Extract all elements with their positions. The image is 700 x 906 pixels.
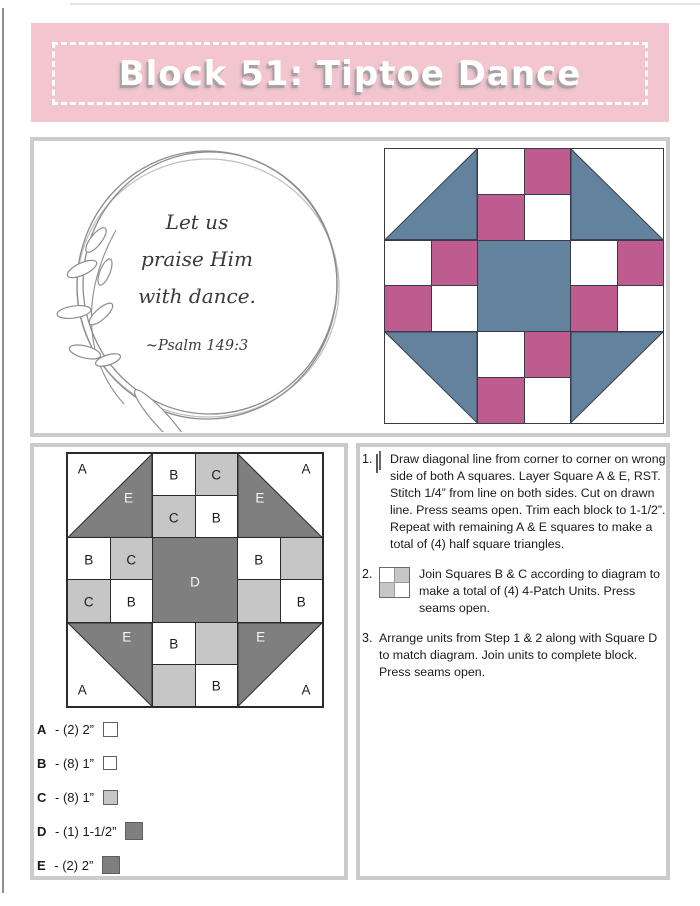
quilt-cell [238, 623, 322, 706]
piece-label: E [256, 629, 266, 645]
piece-letter: B [37, 755, 47, 771]
instruction-step [362, 630, 668, 681]
quilt-cell [571, 332, 663, 423]
piece-label: D [190, 573, 200, 589]
quilt-cell [68, 623, 152, 706]
piece-label: E [123, 490, 133, 506]
piece-swatch [102, 856, 120, 874]
piece-letter: C [37, 789, 47, 805]
legend-item [37, 780, 143, 814]
step-number: 1. [362, 452, 373, 466]
four-patch-square [478, 378, 524, 423]
four-patch-square [281, 580, 323, 621]
piece-cut-info: - (2) 2” [51, 721, 95, 737]
piece-label: B [126, 594, 136, 610]
four-patch-square [153, 496, 195, 537]
cutting-legend [37, 712, 143, 882]
piece-label: C [83, 594, 94, 610]
four-patch-square [196, 454, 238, 495]
four-patch-square [196, 623, 238, 664]
four-patch-square [380, 568, 394, 582]
step-text: Join Squares B & C according to diagram to make a total of (4) 4-Patch Units. Press seams open. [419, 567, 661, 615]
piece-letter: A [37, 721, 47, 737]
page-title: Block 51: Tiptoe Dance [118, 53, 582, 94]
piece-swatch [103, 722, 118, 737]
piece-label: A [301, 461, 311, 477]
scan-artifact-line [70, 3, 700, 5]
four-patch-square [153, 623, 195, 664]
legend-item [37, 746, 143, 780]
four-patch-square [385, 241, 431, 286]
four-patch-square [68, 538, 110, 579]
verse-line: praise Him [141, 247, 253, 271]
quilt-cell [238, 454, 322, 537]
half-square-triangle [571, 149, 663, 240]
title-banner [31, 23, 669, 122]
piece-swatch [103, 790, 118, 805]
half-square-triangle [385, 332, 477, 423]
four-patch-square [571, 241, 617, 286]
instructions-list [356, 443, 670, 694]
four-patch-square [395, 568, 409, 582]
step-text: Draw diagonal line from corner to corner on wrong side of both A squares. Layer Square A & E, RST. Stitch 1/4” from line on both sides. Cut on drawn line. Press seams open. Trim each block to 1-1/2”. Repeat with remaining A & E squares to make a total of (4) half square triangles. [390, 452, 666, 551]
four-patch-square [618, 286, 664, 331]
four-patch-square [385, 286, 431, 331]
quilt-cell [385, 241, 477, 332]
piece-cut-info: - (1) 1-1/2” [51, 823, 117, 839]
piece-letter: E [37, 857, 46, 873]
quilt-cell [238, 538, 322, 621]
verse-line: with dance. [138, 284, 256, 308]
verse-line: Let us [165, 210, 229, 234]
four-patch-square [111, 580, 153, 621]
quilt-cell [153, 454, 237, 537]
piece-label: E [122, 629, 132, 645]
legend-item [37, 848, 143, 882]
banner-dashed-border [52, 42, 648, 105]
quilt-cell [571, 241, 663, 332]
quilt-cell [478, 332, 570, 423]
diagonal-stitch-icon [379, 451, 381, 470]
four-patch-square [432, 286, 478, 331]
four-patch-square [478, 149, 524, 194]
four-patch-square [525, 195, 571, 240]
instruction-step [362, 566, 668, 617]
four-patch-square [525, 149, 571, 194]
four-patch-square [68, 580, 110, 621]
piece-label: C [211, 467, 222, 483]
quilt-block-diagram [66, 452, 324, 708]
piece-label: B [169, 636, 179, 652]
piece-label: B [211, 509, 221, 525]
quilt-cell [153, 623, 237, 706]
four-patch-icon [379, 567, 410, 598]
piece-label: A [77, 682, 87, 698]
diagonal-stitch-icon [379, 452, 381, 470]
four-patch-square [395, 583, 409, 597]
four-patch-square [525, 378, 571, 423]
quilt-cell [571, 149, 663, 240]
piece-label: C [168, 509, 179, 525]
verse-text [102, 204, 292, 354]
piece-label: B [169, 467, 179, 483]
wreath-illustration [44, 142, 349, 432]
four-patch-square [380, 583, 394, 597]
four-patch-square [525, 332, 571, 377]
four-patch-square [478, 332, 524, 377]
piece-cut-info: - (2) 2” [50, 857, 94, 873]
four-patch-square [281, 538, 323, 579]
piece-letter: D [37, 823, 47, 839]
four-patch-icon [379, 567, 410, 598]
half-square-triangle [571, 332, 663, 423]
piece-label: A [301, 682, 311, 698]
step-number: 2. [362, 567, 373, 581]
half-square-triangle [385, 149, 477, 240]
four-patch-square [196, 496, 238, 537]
step-text: Arrange units from Step 1 & 2 along with Square D to match diagram. Join units to complete block. Press seams open. [379, 631, 658, 679]
piece-label: B [296, 594, 306, 610]
piece-label: C [126, 551, 137, 567]
four-patch-square [196, 665, 238, 706]
instruction-step [362, 451, 668, 553]
quilt-cell [68, 454, 152, 537]
page-edge-line [2, 8, 4, 893]
piece-cut-info: - (8) 1” [51, 789, 95, 805]
four-patch-square [111, 538, 153, 579]
piece-label: E [255, 490, 265, 506]
piece-label: B [84, 551, 94, 567]
legend-item [37, 712, 143, 746]
step-number: 3. [362, 631, 373, 645]
four-patch-square [571, 286, 617, 331]
piece-cut-info: - (8) 1” [51, 755, 95, 771]
four-patch-square [153, 454, 195, 495]
four-patch-square [238, 580, 280, 621]
piece-swatch [103, 756, 117, 770]
piece-label: A [77, 461, 87, 477]
four-patch-square [432, 241, 478, 286]
quilt-block-preview [384, 148, 664, 424]
quilt-cell [385, 332, 477, 423]
quilt-cell [68, 538, 152, 621]
piece-label: B [254, 551, 264, 567]
four-patch-square [478, 195, 524, 240]
piece-label: B [211, 678, 221, 694]
verse-reference: ~Psalm 149:3 [145, 338, 249, 354]
quilt-cell [385, 149, 477, 240]
quilt-cell [478, 149, 570, 240]
piece-swatch [125, 822, 143, 840]
four-patch-square [238, 538, 280, 579]
four-patch-square [153, 665, 195, 706]
legend-item [37, 814, 143, 848]
four-patch-square [618, 241, 664, 286]
quilt-cell [478, 241, 570, 332]
quilt-cell [153, 538, 237, 621]
